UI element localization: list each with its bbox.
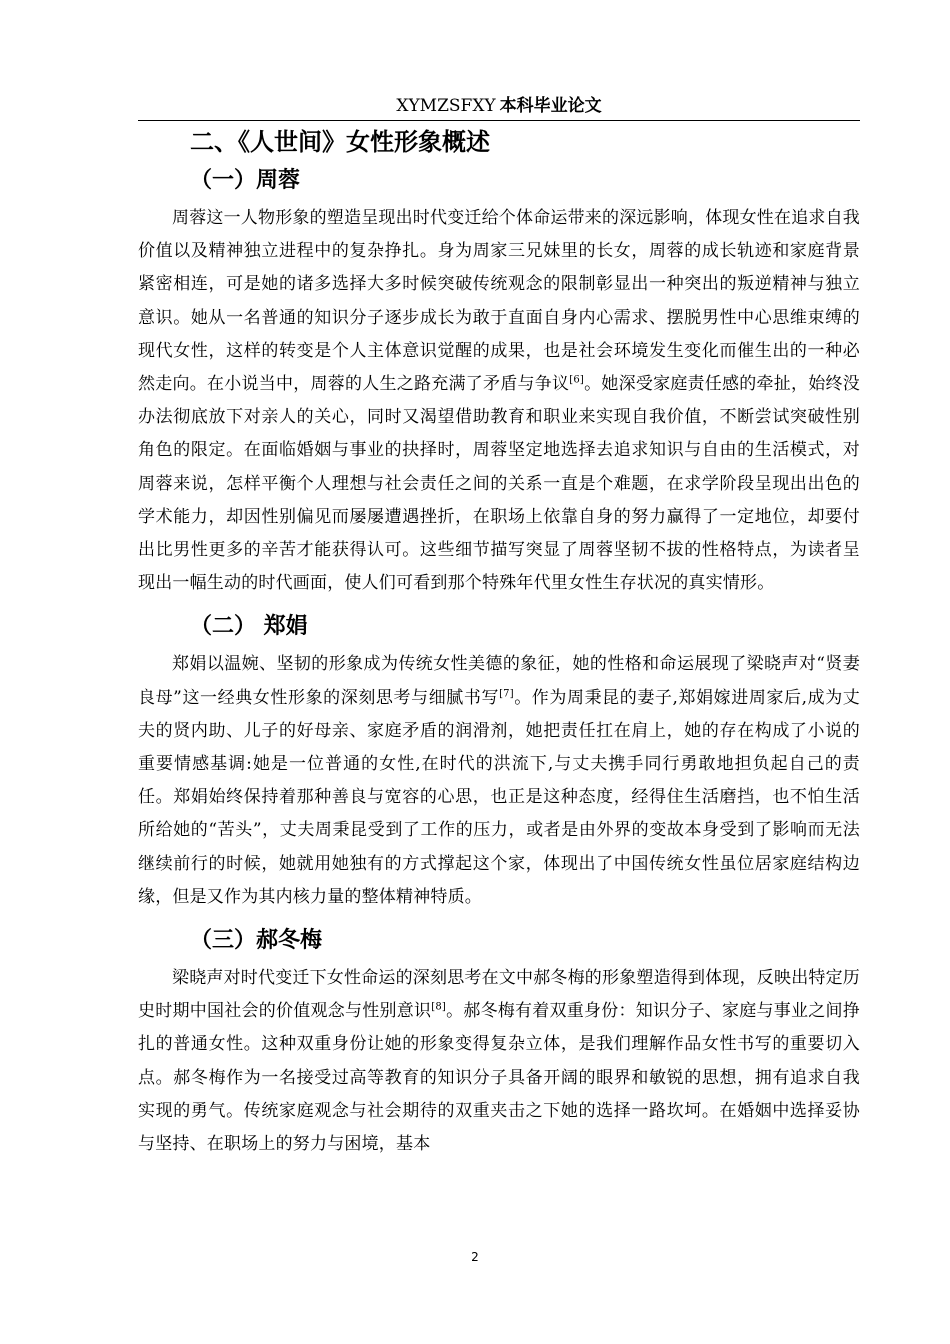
paragraph-text: 郑娟以温婉、坚韧的形象成为传统女性美德的象征，她的性格和命运展现了梁晓声对“贤妻良母”这一经典女性形象的深刻思考与细腻书写 bbox=[138, 654, 860, 708]
subsection-heading-zhou-rong: （一）周蓉 bbox=[190, 168, 301, 193]
subsection-heading-zheng-juan: （二） 郑娟 bbox=[190, 614, 308, 640]
header-school-code: XYMZSFXY bbox=[396, 96, 496, 116]
paragraph-zhou-rong bbox=[138, 202, 860, 600]
header-thesis-label: 本科毕业论文 bbox=[499, 96, 602, 116]
page-number: 2 bbox=[471, 1250, 479, 1264]
paragraph-text: 梁晓声对时代变迁下女性命运的深刻思考在文中郝冬梅的形象塑造得到体现，反映出特定历史时期中国社会的价值观念与性别意识 bbox=[138, 968, 860, 1022]
citation-marker: [7] bbox=[499, 687, 514, 699]
page-header bbox=[138, 94, 860, 121]
paragraph-zheng-juan bbox=[138, 648, 860, 914]
paragraph-hao-dongmei bbox=[138, 962, 860, 1161]
paragraph-text: 。她深受家庭责任感的牵扯，始终没办法彻底放下对亲人的关心，同时又渴望借助教育和职业来实现自我价值，不断尝试突破性别角色的限定。在面临婚姻与事业的抉择时，周蓉坚定地选择去追求知识与自由的生活模式，对周蓉来说，怎样平衡个人理想与社会责任之间的关系一直是个难题，在求学阶段呈现出出色的学术能力，却因性别偏见而屡屡遭遇挫折，在职场上依靠自身的努力赢得了一定地位，却要付出比男性更多的辛苦才能获得认可。这些细节描写突显了周蓉坚韧不拔的性格特点，为读者呈现出一幅生动的时代画面，使人们可看到那个特殊年代里女性生存状况的真实情形。 bbox=[138, 374, 861, 594]
subsection-heading-hao-dongmei: （三）郝冬梅 bbox=[190, 928, 323, 954]
citation-marker: [6] bbox=[569, 374, 585, 386]
document-body bbox=[138, 120, 860, 1161]
citation-marker: [8] bbox=[431, 1001, 447, 1013]
paragraph-text: 。作为周秉昆的妻子,郑娟嫁进周家后,成为丈夫的贤内助、儿子的好母亲、家庭矛盾的润滑剂，她把责任扛在肩上，她的存在构成了小说的重要情感基调:她是一位普通的女性,在时代的洪流下,与丈夫携手同行勇敢地担负起自己的责任。郑娟始终保持着那种善良与宽容的心思，也正是这种态度，经得住生活磨挡，也不怕生活所给她的“苦头”，丈夫周秉昆受到了工作的压力，或者是由外界的变故本身受到了影响而无法继续前行的时候，她就用她独有的方式撑起这个家，体现出了中国传统女性虽位居家庭结构边缘，但是又作为其内核力量的整体精神特质。 bbox=[138, 687, 860, 907]
paragraph-text: 。郝冬梅有着双重身份：知识分子、家庭与事业之间挣扎的普通女性。这种双重身份让她的形象变得复杂立体，是我们理解作品女性书写的重要切入点。郝冬梅作为一名接受过高等教育的知识分子具备开阔的眼界和敏锐的思想，拥有追求自我实现的勇气。传统家庭观念与社会期待的双重夹击之下她的选择一路坎坷。在婚姻中选择妥协与坚持、在职场上的努力与困境，基本 bbox=[138, 1001, 860, 1155]
paragraph-text: 周蓉这一人物形象的塑造呈现出时代变迁给个体命运带来的深远影响，体现女性在追求自我价值以及精神独立进程中的复杂挣扎。身为周家三兄妹里的长女，周蓉的成长轨迹和家庭背景紧密相连，可是她的诸多选择大多时候突破传统观念的限制彰显出一种突出的叛逆精神与独立意识。她从一名普通的知识分子逐步成长为敢于直面自身内心需求、摆脱男性中心思维束缚的现代女性，这样的转变是个人主体意识觉醒的成果，也是社会环境发生变化而催生出的一种必然走向。在小说当中，周蓉的人生之路充满了矛盾与争议 bbox=[138, 208, 860, 395]
section-heading: 二、《人世间》女性形象概述 bbox=[190, 128, 490, 156]
